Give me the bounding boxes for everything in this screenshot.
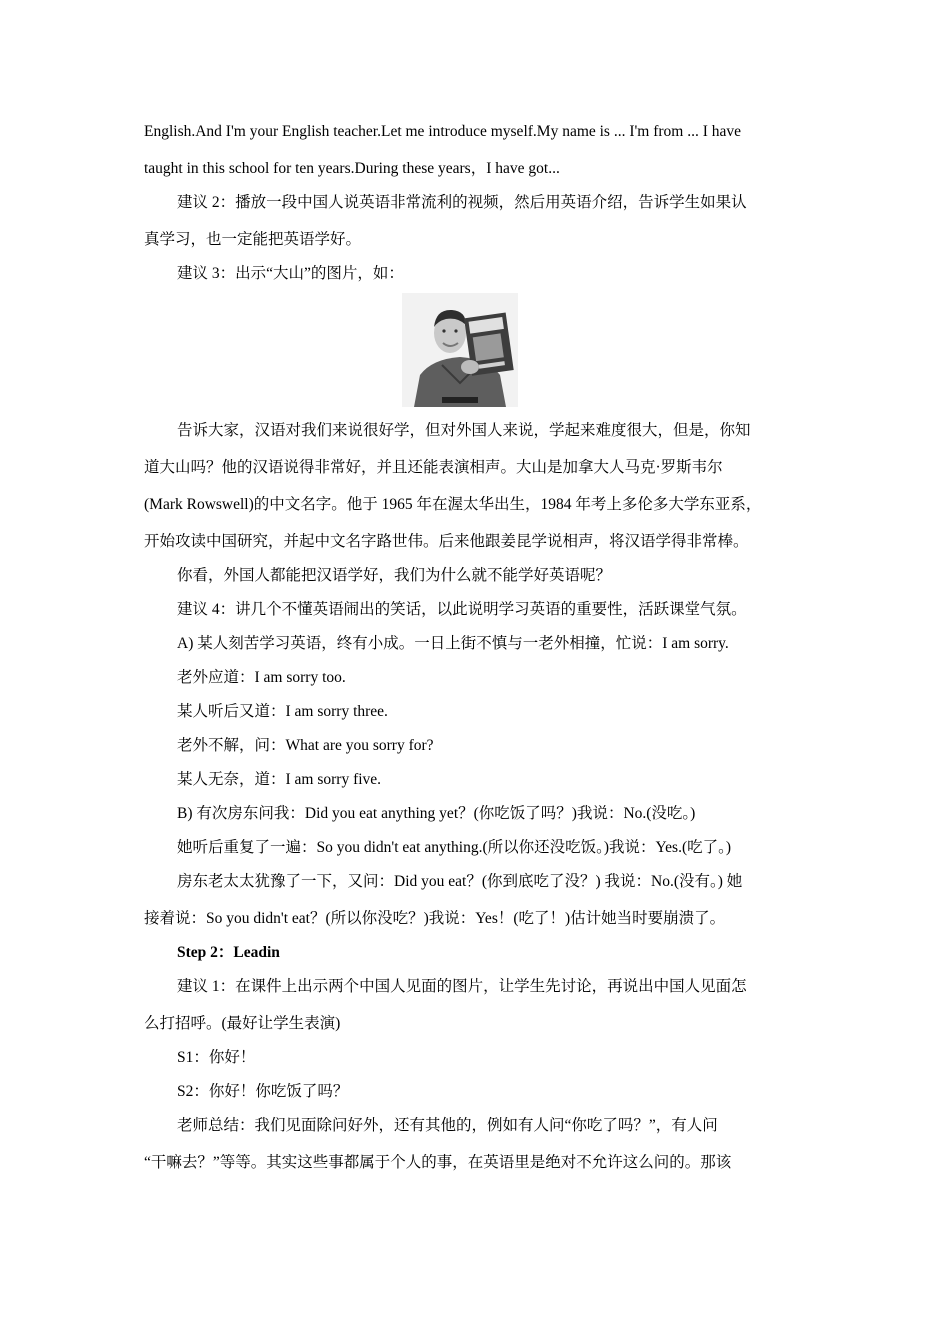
paragraph-line: 道大山吗？他的汉语说得非常好，并且还能表演相声。大山是加拿大人马克·罗斯韦尔: [144, 459, 723, 476]
paragraph-line: 某人无奈，道：I am sorry five.: [177, 771, 382, 788]
paragraph-line: B) 有次房东问我：Did you eat anything yet？(你吃饭了吗？)我说：No.(没吃。): [177, 805, 696, 822]
paragraph-line: 某人听后又道：I am sorry three.: [177, 703, 388, 720]
paragraph-line: English.And I'm your English teacher.Let me introduce myself.My name is ... I'm from ... I have: [144, 123, 742, 140]
dialogue-line: S2：你好！你吃饭了吗？: [177, 1083, 349, 1100]
paragraph-line: 告诉大家，汉语对我们来说很好学，但对外国人来说，学起来难度很大，但是，你知: [177, 422, 751, 439]
paragraph-line: 老外不解，问：What are you sorry for?: [177, 737, 434, 754]
paragraph-line: 你看，外国人都能把汉语学好，我们为什么就不能学好英语呢？: [177, 567, 612, 584]
paragraph-line: 她听后重复了一遍：So you didn't eat anything.(所以你还没吃饭。)我说：Yes.(吃了。): [177, 839, 732, 856]
paragraph-line: taught in this school for ten years.During these years，I have got...: [144, 160, 560, 177]
paragraph-line: “干嘛去？”等等。其实这些事都属于个人的事，在英语里是绝对不允许这么问的。那该: [144, 1154, 732, 1171]
paragraph-line: 么打招呼。(最好让学生表演): [144, 1015, 341, 1032]
paragraph-line: 真学习，也一定能把英语学好。: [144, 231, 362, 248]
paragraph-line: 老外应道：I am sorry too.: [177, 669, 346, 686]
paragraph-line: 建议 3：出示“大山”的图片，如：: [177, 265, 404, 282]
paragraph-line: 建议 4：讲几个不懂英语闹出的笑话，以此说明学习英语的重要性，活跃课堂气氛。: [177, 601, 747, 618]
dialogue-line: S1：你好！: [177, 1049, 256, 1066]
section-heading: Step 2：Leadin: [177, 944, 280, 961]
paragraph-line: 建议 2：播放一段中国人说英语非常流利的视频，然后用英语介绍，告诉学生如果认: [177, 194, 747, 211]
paragraph-line: (Mark Rowswell)的中文名字。他于 1965 年在渥太华出生，1984 年考上多伦多大学东亚系，: [144, 496, 762, 513]
paragraph-line: 老师总结：我们见面除问好外，还有其他的，例如有人问“你吃了吗？”，有人问: [177, 1117, 718, 1134]
paragraph-line: 开始攻读中国研究，并起中文名字路世伟。后来他跟姜昆学说相声，将汉语学得非常棒。: [144, 533, 749, 550]
man-holding-book-image: [402, 293, 518, 407]
dashan-photo: [402, 293, 518, 407]
document-page: [144, 122, 814, 1173]
paragraph-line: 接着说：So you didn't eat？(所以你没吃？)我说：Yes！(吃了！)估计她当时要崩溃了。: [144, 910, 726, 927]
paragraph-line: A) 某人刻苦学习英语，终有小成。一日上街不慎与一老外相撞，忙说：I am sorry.: [177, 635, 729, 652]
paragraph-line: 房东老太太犹豫了一下，又问：Did you eat？(你到底吃了没？) 我说：No.(没有。) 她: [177, 873, 743, 890]
paragraph-line: 建议 1：在课件上出示两个中国人见面的图片，让学生先讨论，再说出中国人见面怎: [177, 978, 747, 995]
